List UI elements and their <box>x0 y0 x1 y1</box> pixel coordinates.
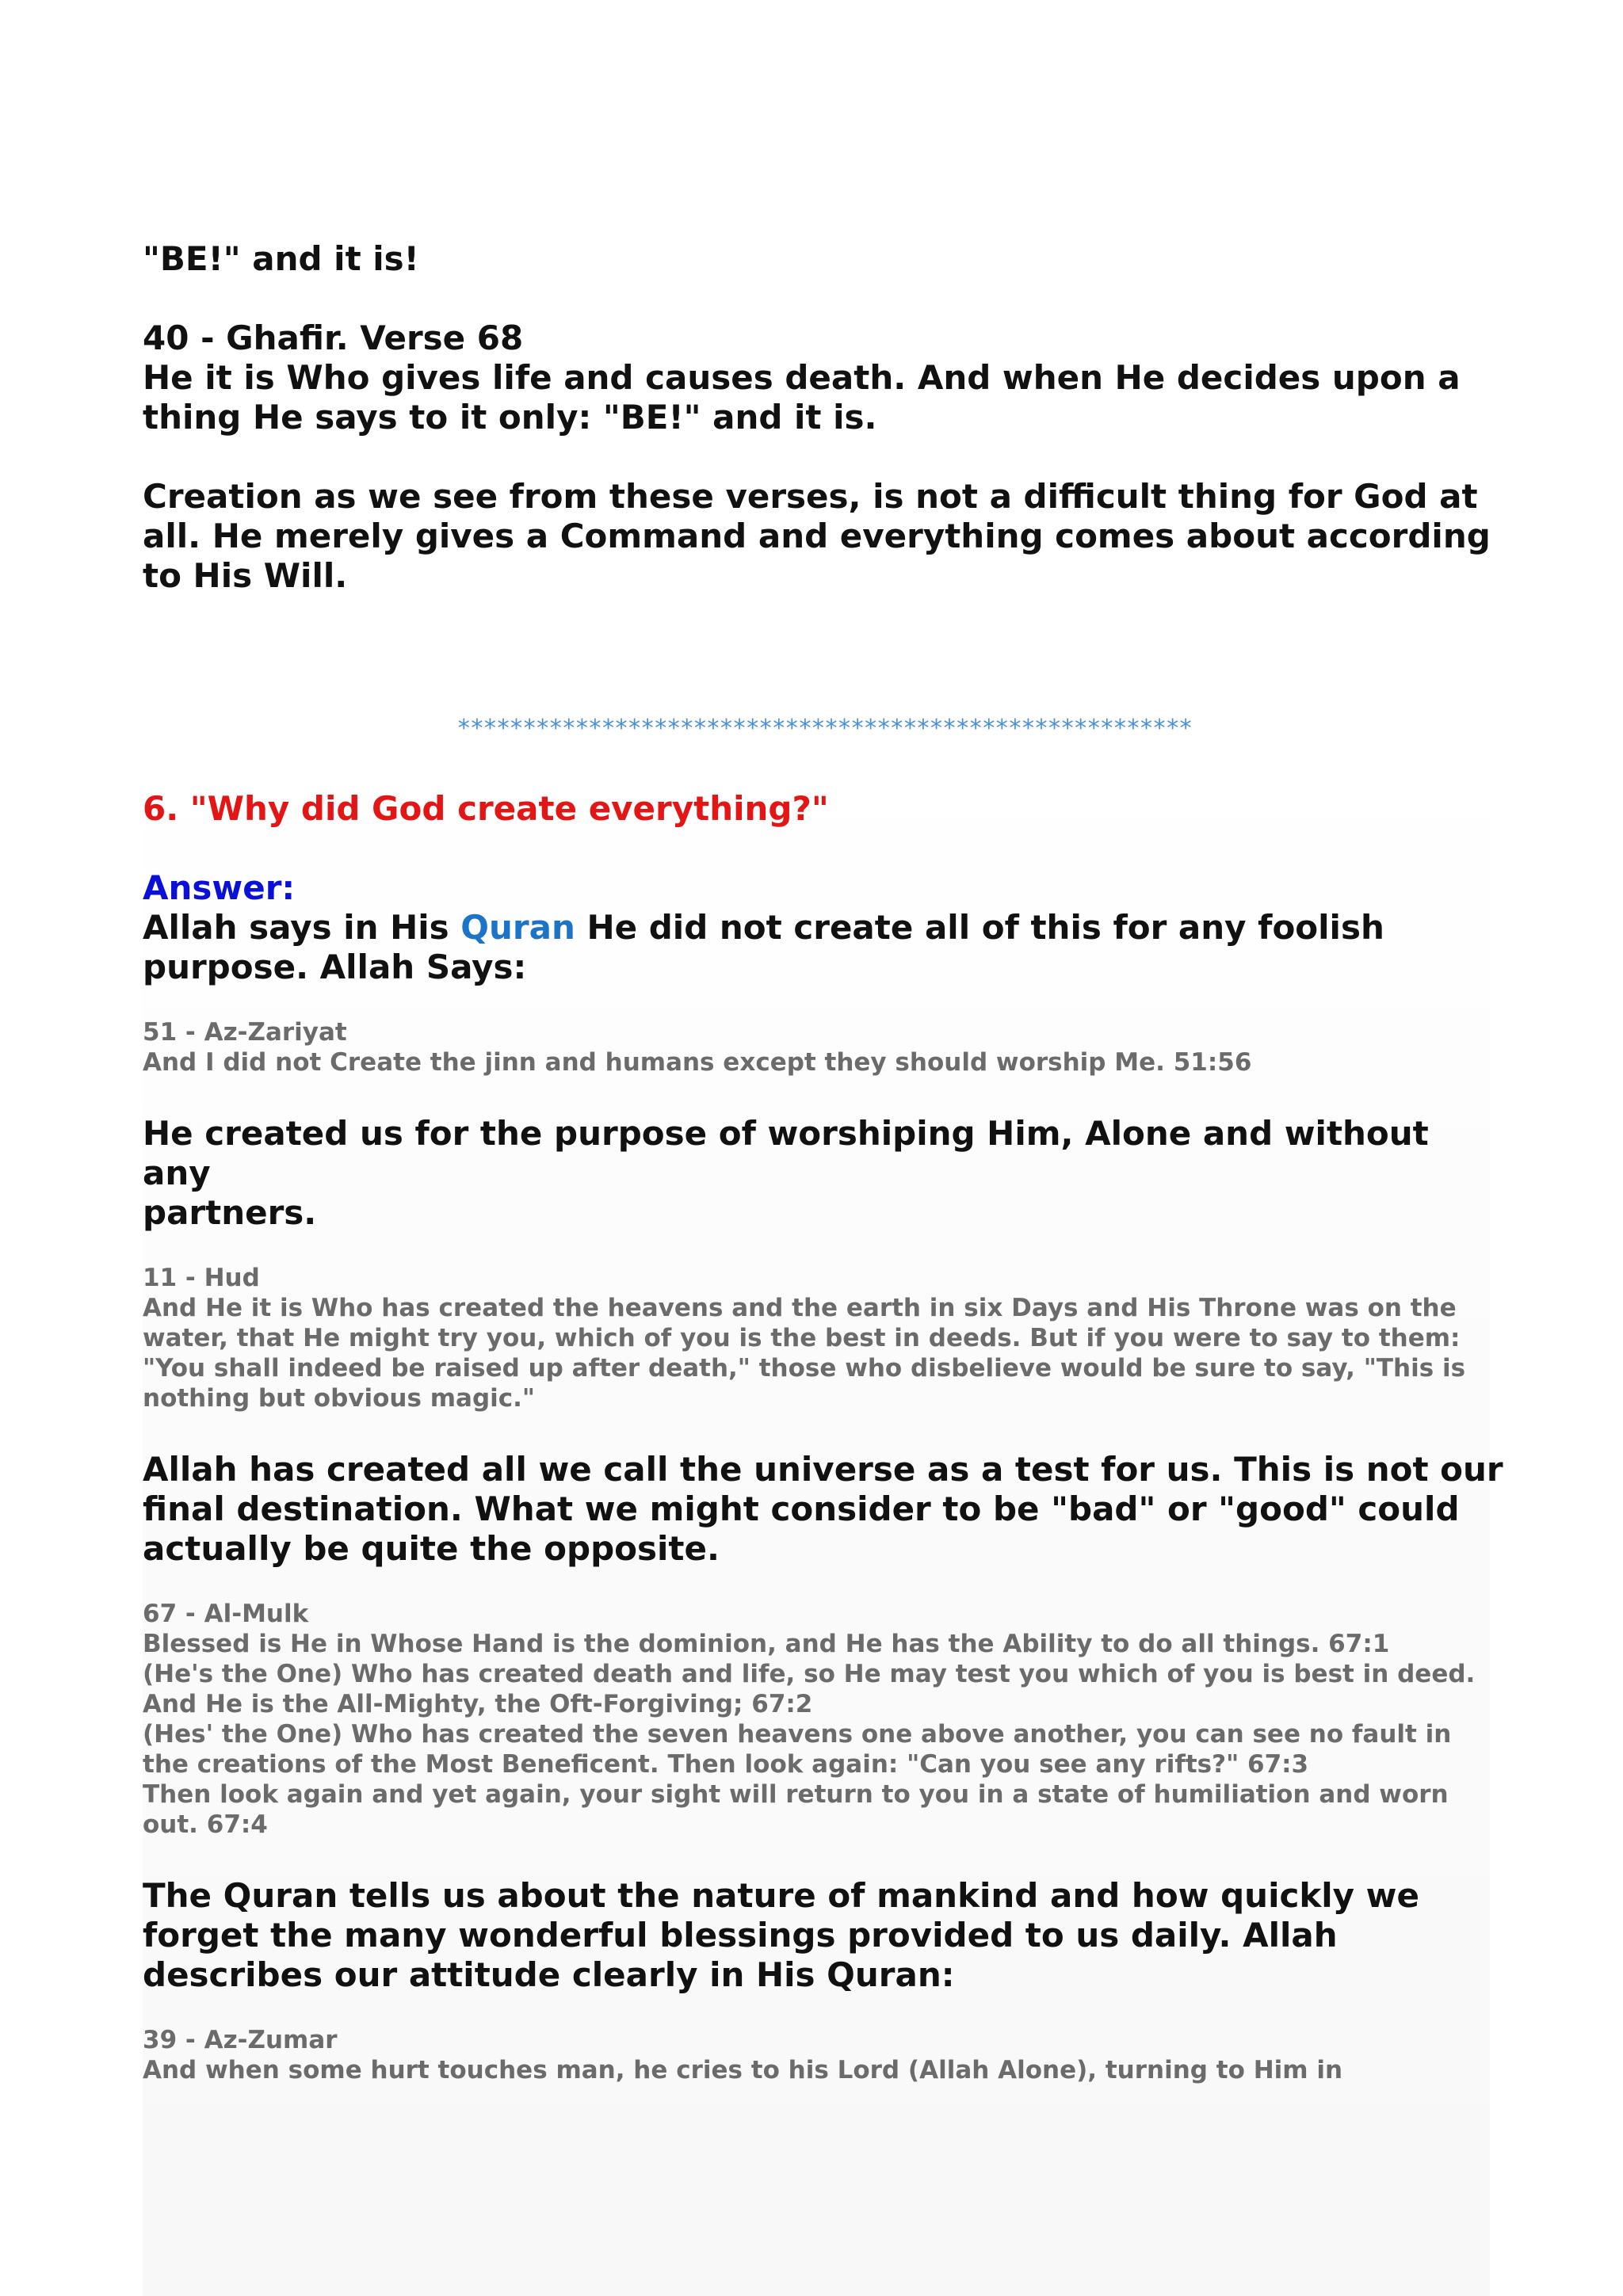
answer-text-post: He did not create all of this for any foolish <box>575 908 1384 947</box>
zariyat-quote <box>143 1017 1506 1077</box>
paragraph-line: The Quran tells us about the nature of mankind and how quickly we <box>143 1876 1419 1915</box>
paragraph-line: Allah has created all we call the universe as a test for us. This is not our <box>143 1450 1503 1489</box>
star-separator: ******************************************************** <box>456 715 1192 742</box>
hud-verse-line: water, that He might try you, which of you is the best in deeds. But if you were to say to them: <box>143 1324 1461 1352</box>
answer-line <box>143 908 1506 948</box>
mulk-verse-line: out. 67:4 <box>143 1810 268 1839</box>
hud-reference: 11 - Hud <box>143 1264 260 1292</box>
answer-text-pre: Allah says in His <box>143 908 461 947</box>
ghafir-verse-line: thing He says to it only: "BE!" and it is. <box>143 398 877 437</box>
paragraph-line: final destination. What we might consider to be "bad" or "good" could <box>143 1489 1460 1528</box>
quran-link[interactable]: Quran <box>460 908 575 947</box>
mulk-verse-line: Blessed is He in Whose Hand is the dominion, and He has the Ability to do all things. 67:1 <box>143 1630 1390 1658</box>
zariyat-verse: And I did not Create the jinn and humans except they should worship Me. 51:56 <box>143 1048 1252 1077</box>
mulk-reference: 67 - Al-Mulk <box>143 1600 309 1628</box>
content-column <box>143 239 1506 2085</box>
hud-verse-line: "You shall indeed be raised up after death," those who disbelieve would be sure to say, "This is <box>143 1354 1466 1383</box>
test-paragraph <box>143 1450 1506 1569</box>
mulk-verse-line: (Hes' the One) Who has created the seven heavens one above another, you can see no fault in <box>143 1720 1452 1749</box>
ghafir-reference: 40 - Ghafir. Verse 68 <box>143 318 524 357</box>
paragraph-line: He created us for the purpose of worshiping Him, Alone and without any <box>143 1114 1429 1192</box>
zumar-quote <box>143 2025 1506 2085</box>
question-heading: 6. "Why did God create everything?" <box>143 789 829 828</box>
mulk-quote <box>143 1599 1506 1840</box>
intro-line: "BE!" and it is! <box>143 239 419 278</box>
paragraph-line: actually be quite the opposite. <box>143 1529 720 1568</box>
answer-line: purpose. Allah Says: <box>143 948 527 986</box>
creation-paragraph <box>143 477 1506 596</box>
zumar-reference: 39 - Az-Zumar <box>143 2026 338 2054</box>
worship-paragraph <box>143 1114 1506 1233</box>
zariyat-reference: 51 - Az-Zariyat <box>143 1018 347 1047</box>
paragraph-line: to His Will. <box>143 556 348 595</box>
hud-verse-line: nothing but obvious magic." <box>143 1384 536 1413</box>
hud-verse-line: And He it is Who has created the heavens and the earth in six Days and His Throne was on the <box>143 1294 1457 1322</box>
zumar-verse: And when some hurt touches man, he cries to his Lord (Allah Alone), turning to Him in <box>143 2056 1343 2084</box>
paragraph-line: Creation as we see from these verses, is not a difficult thing for God at <box>143 477 1478 516</box>
mulk-verse-line: (He's the One) Who has created death and life, so He may test you which of you is best in deed. <box>143 1660 1476 1688</box>
nature-paragraph <box>143 1876 1506 1995</box>
mulk-verse-line: And He is the All-Mighty, the Oft-Forgiving; 67:2 <box>143 1690 813 1718</box>
paragraph-line: describes our attitude clearly in His Quran: <box>143 1955 955 1994</box>
paragraph-line: forget the many wonderful blessings provided to us daily. Allah <box>143 1916 1338 1955</box>
answer-label: Answer: <box>143 868 296 907</box>
hud-quote <box>143 1263 1506 1413</box>
mulk-verse-line: the creations of the Most Beneficent. Then look again: "Can you see any rifts?" 67:3 <box>143 1750 1309 1779</box>
paragraph-line: all. He merely gives a Command and everything comes about according <box>143 517 1491 555</box>
mulk-verse-line: Then look again and yet again, your sight will return to you in a state of humiliation and worn <box>143 1780 1449 1809</box>
ghafir-verse-line: He it is Who gives life and causes death. And when He decides upon a <box>143 358 1461 397</box>
paragraph-line: partners. <box>143 1193 317 1232</box>
